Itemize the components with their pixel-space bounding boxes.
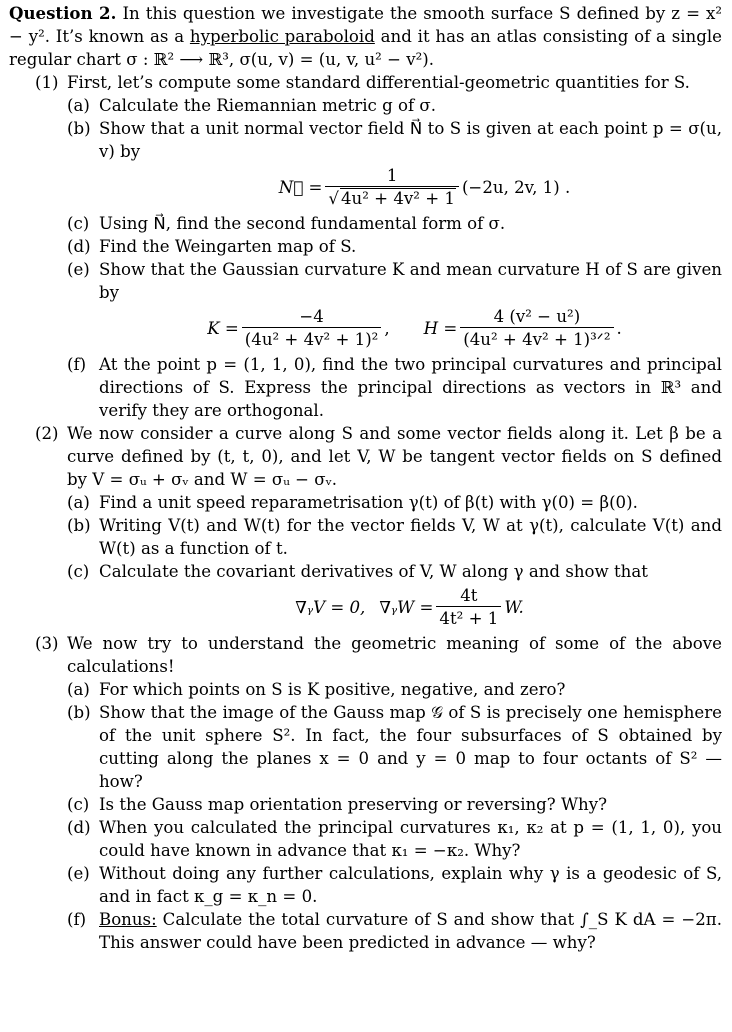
fraction-denominator: √ 4u² + 4v² + 1 <box>325 186 459 209</box>
subquestion <box>67 235 722 258</box>
subquestion <box>67 117 722 163</box>
part-text: We now try to understand the geometric meaning of some of the above calculations! <box>67 634 722 676</box>
fraction <box>460 307 613 350</box>
h-lhs: H = <box>423 319 458 338</box>
subquestion-label: (b) <box>67 119 91 138</box>
subquestion-label: (d) <box>67 818 91 837</box>
subquestion <box>67 212 722 235</box>
subquestion-text: Calculate the Riemannian metric g of σ. <box>99 96 437 115</box>
normal-vector-equation <box>127 166 722 209</box>
subquestion-label: (a) <box>67 493 90 512</box>
subquestion-label: (c) <box>67 562 90 581</box>
bonus-label: Bonus: <box>99 910 157 929</box>
part-3 <box>35 632 722 954</box>
fraction-numerator: 1 <box>386 166 398 185</box>
cov-w-rhs: W. <box>504 598 524 617</box>
bonus-text: Calculate the total curvature of S and show that ∫_S K dA = −2π. This answer could have been predicted in advance — why? <box>99 910 722 952</box>
subquestion <box>67 678 722 701</box>
subquestion <box>67 560 722 583</box>
covariant-derivative-equation <box>97 586 722 629</box>
eq-end: . <box>616 319 622 338</box>
subquestion-label: (e) <box>67 864 90 883</box>
subquestion-label: (e) <box>67 260 90 279</box>
eq-rhs: (−2u, 2v, 1) . <box>461 178 571 197</box>
fraction-denominator: (4u² + 4v² + 1)³ᐟ² <box>460 327 613 350</box>
subquestion-label: (b) <box>67 516 91 535</box>
subquestion <box>67 908 722 954</box>
question-intro <box>9 2 722 71</box>
subquestion-text: Using N⃗, find the second fundamental form of σ. <box>99 214 506 233</box>
question-label: Question 2. <box>9 3 117 23</box>
subquestion-text: Without doing any further calculations, explain why γ is a geodesic of S, and in fact κ_g = κ_n = 0. <box>99 864 722 906</box>
hyperbolic-paraboloid-term: hyperbolic paraboloid <box>189 27 375 46</box>
fraction <box>242 307 382 350</box>
subquestion-text: Calculate the covariant derivatives of V, W along γ and show that <box>99 562 648 581</box>
part-text: We now consider a curve along S and some vector fields along it. Let β be a curve defined by (t, t, 0), and let V, W be tangent vector fields on S defined by V = σᵤ + σᵥ and W = σᵤ − σᵥ. <box>67 424 722 489</box>
cov-v: ∇ᵧV = 0, <box>295 598 366 617</box>
subquestion-label: (c) <box>67 795 90 814</box>
subquestion-label: (a) <box>67 96 90 115</box>
question-intro-end: and it has an atlas consisting of a single regular chart σ : ℝ² ⟶ ℝ³, σ(u, v) = (u, v, u² − v²). <box>9 27 722 69</box>
subquestion-text: Show that the Gaussian curvature K and mean curvature H of S are given by <box>99 260 722 302</box>
subquestion <box>67 94 722 117</box>
curvature-equation <box>107 307 722 350</box>
subquestion <box>67 793 722 816</box>
fraction-denominator: (4u² + 4v² + 1)² <box>242 327 382 350</box>
subquestion <box>67 862 722 908</box>
part-number: (3) <box>35 634 59 653</box>
subquestion-label: (c) <box>67 214 90 233</box>
subquestion-label: (d) <box>67 237 91 256</box>
subquestion-text: At the point p = (1, 1, 0), find the two principal curvatures and principal directions of S. Express the principal directions as vectors in ℝ³ and verify they are orthogonal. <box>99 355 722 420</box>
fraction-denominator: 4t² + 1 <box>436 606 501 629</box>
subquestion-text: Is the Gauss map orientation preserving or reversing? Why? <box>99 795 607 814</box>
radicand: 4u² + 4v² + 1 <box>341 189 455 208</box>
subquestion-text: Find a unit speed reparametrisation γ(t) of β(t) with γ(0) = β(0). <box>99 493 638 512</box>
fraction <box>436 586 501 629</box>
part-2 <box>35 422 722 632</box>
fraction-numerator: 4 (v² − u²) <box>493 307 581 326</box>
subquestion-text: For which points on S is K positive, negative, and zero? <box>99 680 566 699</box>
eq-lhs: N⃗ = <box>278 178 323 197</box>
k-lhs: K = <box>207 319 239 338</box>
subquestion-label: (f) <box>67 910 87 929</box>
subquestion <box>67 491 722 514</box>
part-1 <box>35 71 722 422</box>
fraction <box>325 166 459 209</box>
fraction-numerator: 4t <box>460 586 478 605</box>
subquestion-text: Show that a unit normal vector field N⃗ to S is given at each point p = σ(u, v) by <box>99 119 722 161</box>
fraction-numerator: −4 <box>299 307 324 326</box>
part-text: First, let’s compute some standard differential-geometric quantities for S. <box>67 73 690 92</box>
cov-w-lhs: ∇ᵧW = <box>379 598 434 617</box>
subquestion <box>67 816 722 862</box>
subquestion-text: Show that the image of the Gauss map 𝒢 of S is precisely one hemisphere of the unit sphere S². In fact, the four subsurfaces of S obtained by cutting along the planes x = 0 and y = 0 map to four octants of S² — how? <box>99 703 722 791</box>
subquestion <box>67 514 722 560</box>
question-intro-text: In this question we investigate the smooth surface S defined by z = x² − y². It’s known as a <box>9 4 723 46</box>
eq-separator: , <box>384 319 390 338</box>
subquestion <box>67 701 722 793</box>
subquestion-text <box>99 908 722 954</box>
subquestion-text: Find the Weingarten map of S. <box>99 237 357 256</box>
part-number: (2) <box>35 424 59 443</box>
subquestion-label: (a) <box>67 680 90 699</box>
subquestion-label: (f) <box>67 355 87 374</box>
subquestion-text: When you calculated the principal curvatures κ₁, κ₂ at p = (1, 1, 0), you could have known in advance that κ₁ = −κ₂. Why? <box>99 818 722 860</box>
part-number: (1) <box>35 73 59 92</box>
subquestion-label: (b) <box>67 703 91 722</box>
subquestion-text: Writing V(t) and W(t) for the vector fields V, W at γ(t), calculate V(t) and W(t) as a function of t. <box>99 516 722 558</box>
subquestion <box>67 258 722 304</box>
subquestion <box>67 353 722 422</box>
